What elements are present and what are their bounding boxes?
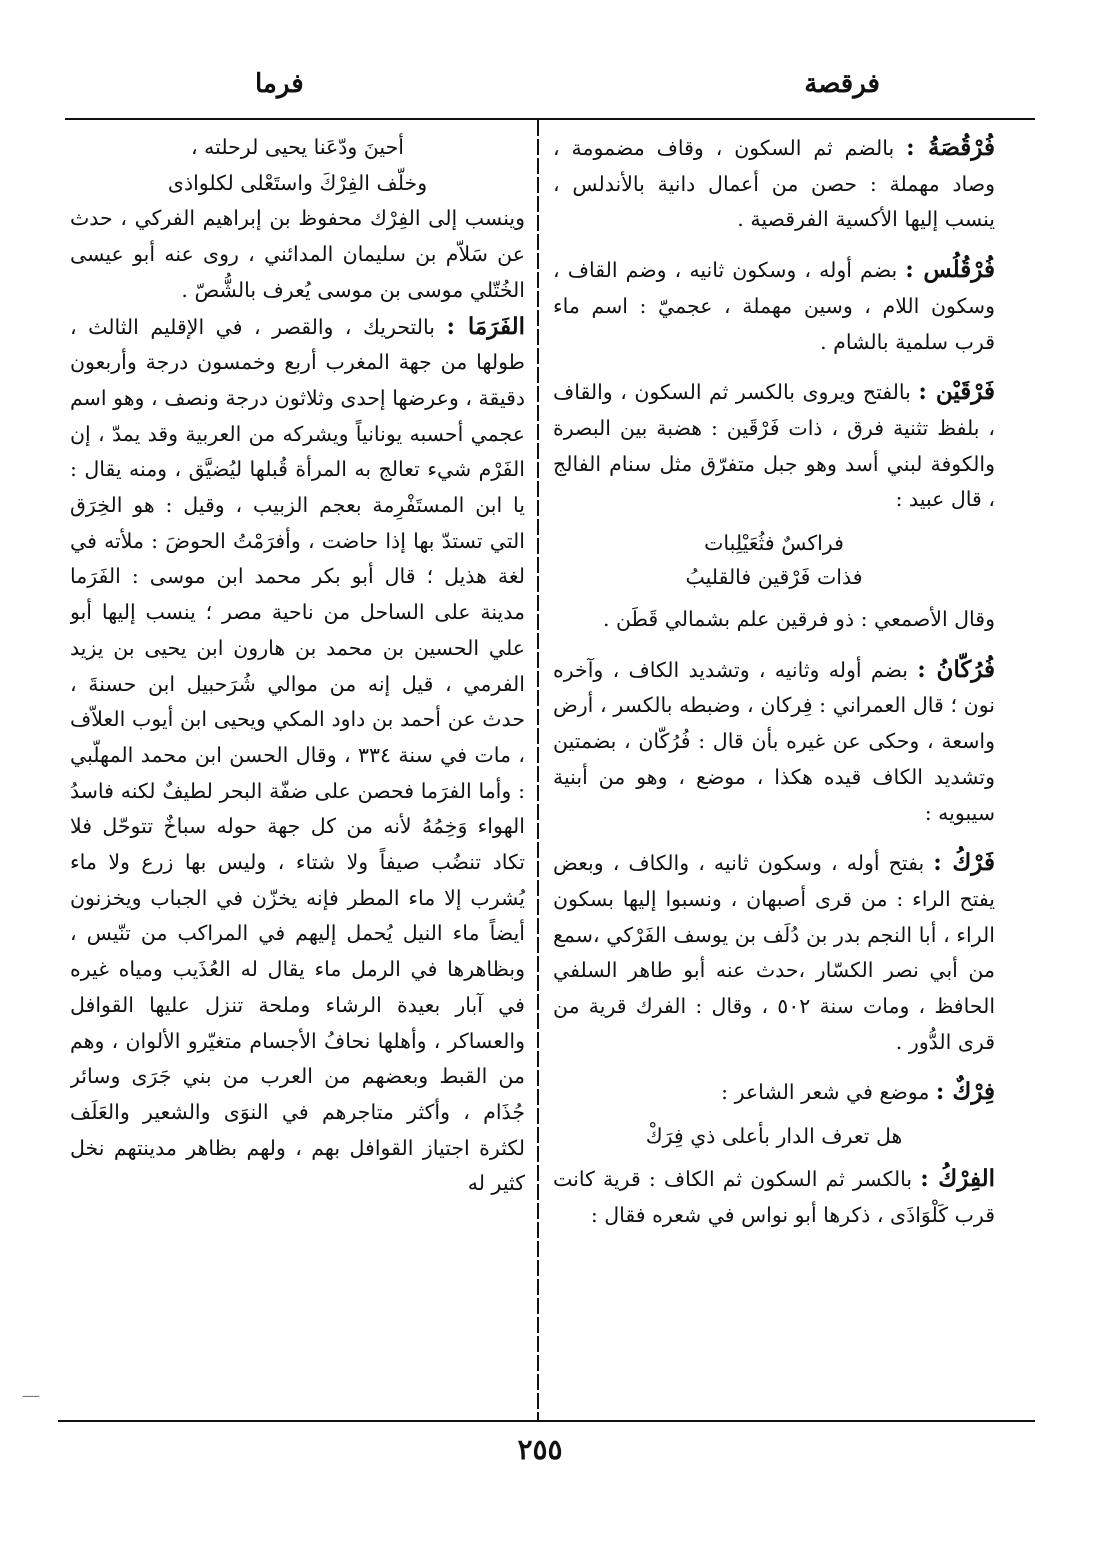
entry-firk [553,1074,995,1111]
scan-mark: — [22,1385,40,1406]
verse-line: هل تعرف الدار بأعلى ذي فِرَكْ [645,1124,903,1149]
poem-verse [553,526,995,594]
entry-farqusa [553,130,995,238]
entry-furukkan [553,652,995,832]
verse-line: أحينَ ودّعَنا يحيى لرحلته ، [191,135,404,159]
headword: فَرْكُ : [933,849,995,877]
verse-line: فراكسٌ فثُعَيْلِبات [704,531,844,556]
page-header-right-title: فرقصة [804,69,880,99]
entry-text: موضع في شعر الشاعر : [721,1080,930,1105]
verse-line: فذات فَرْقين فالقليبُ [685,565,863,590]
entry-fark [553,845,995,1060]
entry-furqulus [553,252,995,360]
headword: فُرُكّانُ : [917,655,995,683]
entry-text: بالضم ثم السكون ، وقاف مضمومة ، وصاد مهملة : حصن من أعمال دانية بالأندلس ، ينسب إليها الأكسية الفرقصية . [553,136,995,232]
headword: الفَرَمَا : [446,312,525,340]
entry-text: بالفتح ويروى بالكسر ثم السكون ، والقاف ، بلفظ تثنية فرق ، ذات فَرْقَين : هضبة بين البصرة والكوفة لبني أسد وهو جبل متفرّق مثل سنام الفالج ، قال عبيد : [553,380,995,512]
footer-rule [58,1420,1035,1422]
entry-note [553,602,995,638]
right-column [553,130,995,1415]
headword: فِرْكٌ : [935,1078,995,1106]
entry-text: وقال الأصمعي : ذو فرقين علم بشمالي قَطَن . [602,607,995,632]
entry-al-farama [70,309,525,1203]
headword: فَرْقَيْن : [918,378,995,406]
entry-text: بالكسر ثم السكون ثم الكاف : قرية كانت قرب كَلْوَاذَى ، ذكرها أبو نواس في شعره فقال : [553,1167,995,1227]
entry-note [70,201,525,308]
entry-text: بضم أوله وثانيه ، وتشديد الكاف ، وآخره نون ؛ قال العمراني : فِركان ، وضبطه بالكسر ، أرض واسعة ، وحكى عن غيره بأن قال : فُرُكّان ، بضمتين وتشديد الكاف قيده هكذا ، موضع ، وهو من أبنية سيبويه : [553,657,995,825]
entry-text: بفتح أوله ، وسكون ثانيه ، والكاف ، وبعض يفتح الراء : من قرى أصبهان ، ونسبوا إليها بسكون الراء ، أبا النجم بدر بن دُلَف بن يوسف الفَرْكي ،سمع من أبي نصر الكسّار ،حدث عنه أبو طاهر السلفي الحافظ ، ومات سنة ٥٠٢ ، وقال : الفرك قرية من قرى الدُّور . [553,851,995,1054]
headword: الفِرْكُ : [920,1165,995,1193]
entry-text: بالتحريك ، والقصر ، في الإقليم الثالث ، طولها من جهة المغرب أربع وخمسون درجة وأربعون دقيقة ، وعرضها إحدى وثلاثون درجة ونصف ، وهو اسم عجمي أحسبه يونانياً ويشركه من العربية وقد يمدّ ، إن الفَرْم شيء تعالج به المرأة قُبلها ليُضيَّق ، ومنه يقال : يا ابن المستَفْرِمة بعجم الزبيب ، وقيل : هو الخِرَق التي تستدّ بها إذا حاضت ، وأفرَمْتُ الحوضَ : ملأته في لغة هذيل ؛ قال أبو بكر محمد ابن موسى : الفَرَما مدينة على الساحل من ناحية مصر ؛ ينسب إليها أبو علي الحسين بن محمد بن هارون ابن يحيى بن يزيد الفرمي ، قيل إنه من موالي شُرَحبيل ابن حسنةَ ، حدث عن أحمد بن داود المكي ويحيى ابن أيوب العلاّف ، مات في سنة ٣٣٤ ، وقال الحسن ابن محمد المهلّبي : وأما الفرَما فحصن على ضفّة البحر لطيفٌ لكنه فاسدُ الهواء وَخِمُهُ لأنه من كل جهة حوله سباخٌ تتوحّل فلا تكاد تنضُب صيفاً ولا شتاء ، وليس بها زرع ولا ماء يُشرب إلا ماء المطر فإنه يخزّن في الجباب ويخزنون أيضاً ماء النيل يُحمل إليهم في المراكب من تنّيس ، وبظاهرها في الرمل ماء يقال له العُذَيب ومياه غيره في آبار بعيدة الرشاء وملحة تنزل عليها القوافل والعساكر ، وأهلها نحافُ الأجسام متغيّرو الألوان ، وهم من القبط وبعضهم من العرب من بني جَرَى وسائر جُذَام ، وأكثر متاجرهم في النوَى والشعير والعَلَف لكثرة اجتياز القوافل بهم ، ولهم بظاهر مدينتهم نخل كثير له [70,314,525,1196]
entry-al-firk [553,1161,995,1233]
header-rule [65,118,1035,120]
column-divider [537,120,539,1420]
poem-verse [70,130,525,201]
entry-text: وينسب إلى الفِرْك محفوظ بن إبراهيم الفركي ، حدث عن سَلاّم بن سليمان المدائني ، روى عنه أبو عيسى الخُتّلي موسى بن موسى يُعرف بالشُّصّ . [70,206,525,302]
poem-verse [553,1119,995,1153]
entry-farqayn [553,374,995,518]
entry-text: بضم أوله ، وسكون ثانيه ، وضم القاف ، وسكون اللام ، وسين مهملة ، عجميّ : اسم ماء قرب سلمية بالشام . [553,258,995,354]
headword: فُرْقُلُس : [905,256,995,284]
verse-line: وخلّف الفِرْكَ واستَعْلى لكلواذى [167,170,428,195]
page-header-left-title: فرما [255,69,304,99]
page-number: ٢٥٥ [517,1433,563,1466]
left-column [70,130,525,1415]
headword: فُرْقُصَةُ : [906,134,995,161]
